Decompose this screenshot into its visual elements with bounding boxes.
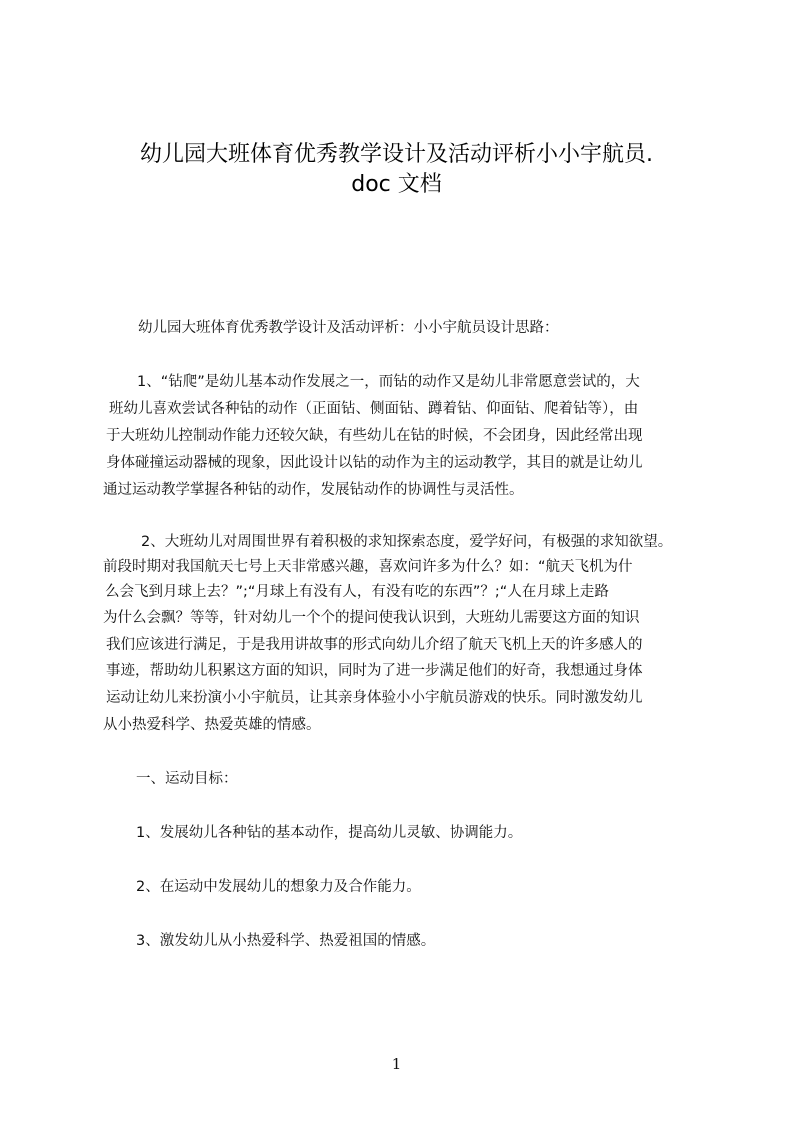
title-line-2: doc 文档	[351, 172, 442, 197]
paragraph-line: 通过运动教学掌握各种钻的动作，发展钻动作的协调性与灵活性。	[103, 482, 524, 498]
paragraph-line: 从小热爱科学、热爱英雄的情感。	[103, 717, 321, 733]
goal-item: 3、激发幼儿从小热爱科学、热爱祖国的情感。	[136, 933, 436, 949]
paragraph-line: 1、“钻爬”是幼儿基本动作发展之一，而钻的动作又是幼儿非常愿意尝试的，大	[137, 374, 640, 390]
title-line-1: 幼儿园大班体育优秀教学设计及活动评析小小宇航员.	[140, 142, 653, 167]
document-title	[0, 140, 793, 200]
paragraph-line: 事迹，帮助幼儿积累这方面的知识，同时为了进一步满足他们的好奇，我想通过身体	[106, 663, 643, 679]
paragraph-line: 2、大班幼儿对周围世界有着积极的求知探索态度，爱学好问，有极强的求知欲望。	[141, 534, 673, 550]
goal-item: 1、发展幼儿各种钻的基本动作，提高幼儿灵敏、协调能力。	[136, 825, 523, 841]
page-number: 1	[391, 1055, 402, 1073]
goal-item: 2、在运动中发展幼儿的想象力及合作能力。	[136, 879, 421, 895]
paragraph-line: 前段时期对我国航天七号上天非常感兴趣，喜欢问许多为什么？如：“航天飞机为什	[103, 559, 633, 575]
paragraph-line: 于大班幼儿控制动作能力还较欠缺，有些幼儿在钻的时候，不会团身，因此经常出现	[106, 428, 643, 444]
intro-line: 幼儿园大班体育优秀教学设计及活动评析：小小宇航员设计思路：	[138, 320, 559, 336]
paragraph-line: 运动让幼儿来扮演小小宇航员，让其亲身体验小小宇航员游戏的快乐。同时激发幼儿	[106, 690, 643, 706]
paragraph-line: 么会飞到月球上去？”;“月球上有没有人，有没有吃的东西”？;“人在月球上走路	[105, 584, 609, 600]
paragraph-line: 身体碰撞运动器械的现象，因此设计以钻的动作为主的运动教学，其目的就是让幼儿	[106, 455, 643, 471]
paragraph-line: 为什么会飘？等等，针对幼儿一个个的提问使我认识到，大班幼儿需要这方面的知识	[103, 610, 640, 626]
section-heading: 一、运动目标：	[136, 771, 238, 787]
paragraph-line: 班幼儿喜欢尝试各种钻的动作（正面钻、侧面钻、蹲着钻、仰面钻、爬着钻等），由	[109, 401, 639, 417]
paragraph-line: 我们应该进行满足，于是我用讲故事的形式向幼儿介绍了航天飞机上天的许多感人的	[106, 637, 643, 653]
